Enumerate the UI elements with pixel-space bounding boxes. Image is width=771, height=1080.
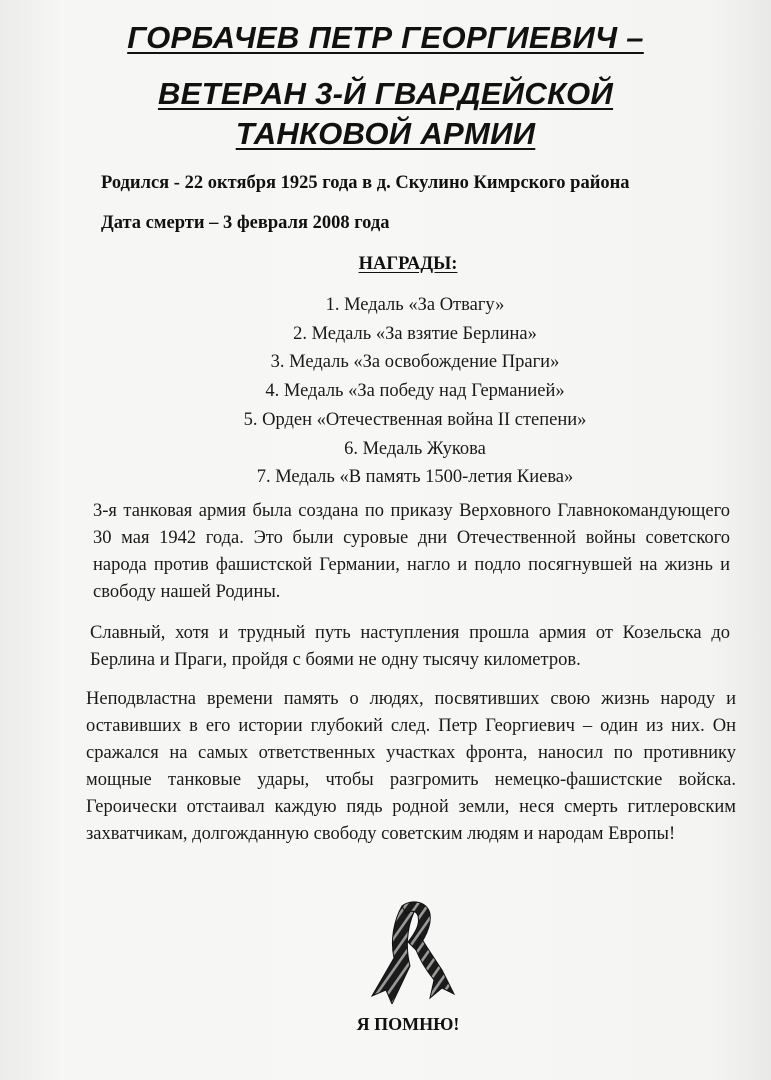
title-line-2: ВЕТЕРАН 3-Й ГВАРДЕЙСКОЙ	[157, 76, 614, 111]
award-item: 2. Медаль «За взятие Берлина»	[293, 323, 537, 344]
ribbon-caption: Я ПОМНЮ!	[356, 1014, 460, 1034]
title-line-1: ГОРБАЧЕВ ПЕТР ГЕОРГИЕВИЧ –	[127, 20, 644, 55]
title-line-3: ТАНКОВОЙ АРМИИ	[235, 116, 536, 151]
award-item: 7. Медаль «В память 1500-летия Киева»	[256, 467, 574, 488]
paragraph-memory: Неподвластна времени память о людях, посвятивших свою жизнь народу и оставивших в его истории глубокий след. Петр Георгиевич – один из них. Он сражался на самых ответственных участках фронта, наносил по противнику мощные танковые удары, чтобы разгромить немецко-фашистские войска. Героически отстаивал каждую пядь родной земли, неся смерть гитлеровским захватчикам, долгожданную свободу советским людям и народам Европы!	[86, 689, 736, 844]
awards-list	[0, 291, 771, 492]
paragraph-army-formation: 3-я танковая армия была создана по приказу Верховного Главнокомандующего 30 мая 1942 года. Это были суровые дни Отечественной войны советского народа против фашистской Германии, нагло и подло посягнувшей на жизнь и свободу нашей Родины.	[93, 501, 730, 602]
award-item: 4. Медаль «За победу над Германией»	[265, 381, 565, 402]
award-item: 6. Медаль Жукова	[344, 438, 486, 459]
award-item: 1. Медаль «За Отвагу»	[325, 295, 505, 315]
award-item: 5. Орден «Отечественная война II степени»	[243, 409, 587, 430]
awards-heading: НАГРАДЫ:	[358, 254, 458, 274]
birth-info: Родился - 22 октября 1925 года в д. Скулино Кимрского района	[101, 173, 630, 193]
award-item: 3. Медаль «За освобождение Праги»	[270, 352, 560, 373]
paragraph-battle-path: Славный, хотя и трудный путь наступления прошла армия от Козельска до Берлина и Праги, пройдя с боями не одну тысячу километров.	[90, 623, 730, 670]
st-george-ribbon-icon	[364, 900, 456, 1004]
death-info: Дата смерти – 3 февраля 2008 года	[101, 213, 390, 233]
